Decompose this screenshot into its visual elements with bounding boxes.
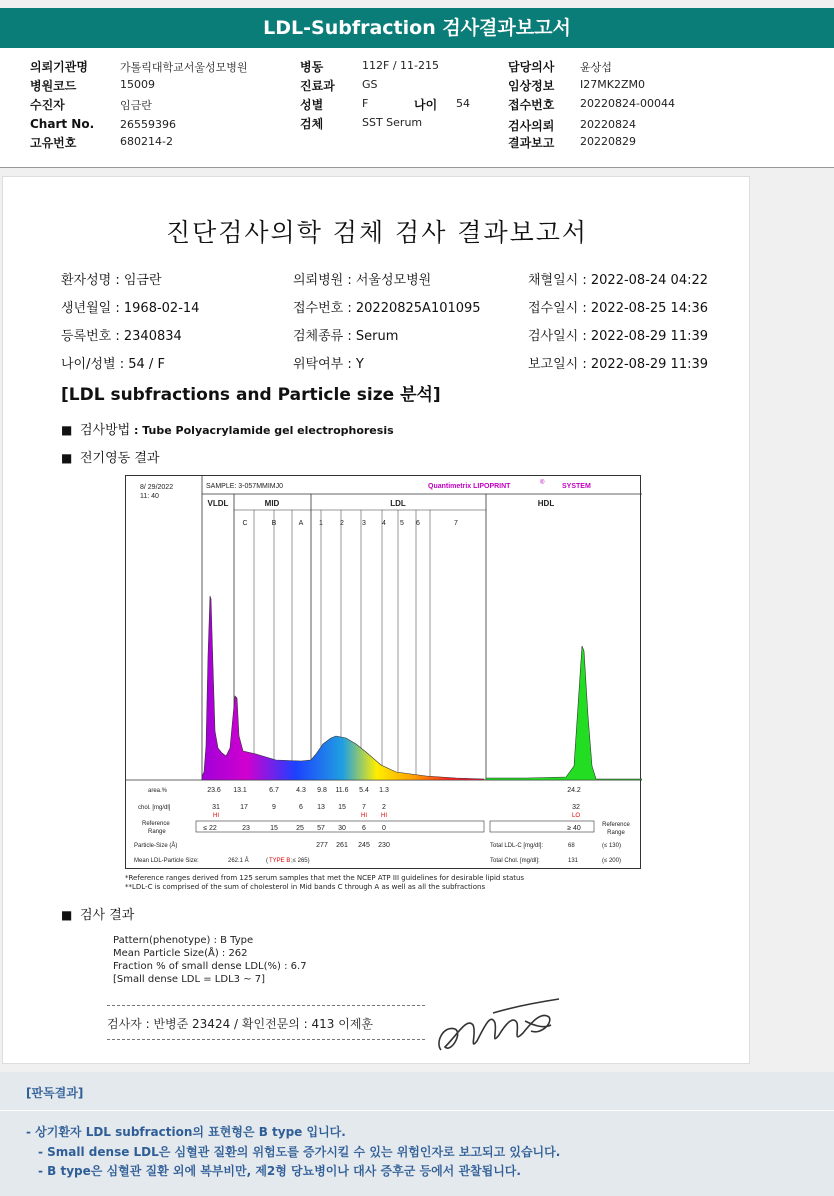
- field-label: 성별: [300, 98, 324, 112]
- chart-mean-ref: ;≤ 265): [291, 858, 310, 864]
- field-value: 20220829: [580, 135, 636, 148]
- chart-total-label: Total LDL-C [mg/dl]:: [490, 843, 544, 849]
- chart-area-value: 11.6: [335, 787, 349, 794]
- chart-area-value: 5.4: [359, 787, 369, 794]
- chart-area-value: 23.6: [207, 787, 221, 794]
- chart-area-value: 24.2: [567, 787, 581, 794]
- electro-line: ■ 전기영동 결과: [61, 451, 160, 466]
- result-item: [Small dense LDL = LDL3 ~ 7]: [113, 974, 266, 985]
- field-label: 접수번호: [508, 98, 555, 112]
- chart-brand-reg: ®: [540, 480, 545, 486]
- field-value: 임금란: [120, 99, 152, 112]
- chart-area-value: 4.3: [296, 787, 306, 794]
- handwritten-signature: [433, 995, 573, 1065]
- chart-band-label: 4: [382, 520, 386, 527]
- footnote: **LDL-C is comprised of the sum of cholesterol in Mid bands C through A as well as all the subfractions: [125, 883, 486, 891]
- chart-group-label: LDL: [390, 499, 406, 508]
- patient-info: 위탁여부 : Y: [293, 357, 364, 372]
- chart-ref-value: 57: [317, 825, 325, 832]
- field-value: 가톨릭대학교서울성모병원: [120, 61, 248, 74]
- chart-row-label: chol. [mg/dl]: [138, 805, 171, 811]
- result-label: 검사 결과: [79, 908, 135, 923]
- chart-brand: Quantimetrix LIPOPRINT: [428, 483, 511, 490]
- lipoprint-svg: [126, 476, 642, 870]
- footnote: *Reference ranges derived from 125 serum samples that met the NCEP ATP III guidelines for desirable lipid status: [125, 874, 525, 882]
- judgement-line: - B type은 심혈관 질환 외에 복부비만, 제2형 당뇨병이나 대사 증후군 등에서 관찰됩니다.: [38, 1164, 521, 1178]
- chart-ref-value: 6: [362, 825, 366, 832]
- field-label: 검체: [300, 117, 324, 131]
- chart-total-ref: (≤ 200): [602, 858, 621, 864]
- chart-ref-value: 23: [242, 825, 250, 832]
- judgement-title: [판독결과]: [26, 1086, 84, 1100]
- field-label: 담당의사: [508, 60, 555, 74]
- judgement-panel: [0, 1072, 834, 1196]
- signature-divider: [107, 1039, 425, 1040]
- field-label: 고유번호: [30, 136, 77, 150]
- page-title: LDL-Subfraction 검사결과보고서: [0, 8, 834, 48]
- field-label: 검사의뢰: [508, 119, 555, 133]
- chart-chol-value: 9: [272, 804, 276, 811]
- chart-group-label: VLDL: [207, 499, 229, 508]
- chart-area-value: 13.1: [233, 787, 247, 794]
- chart-sample: SAMPLE: 3-057MMIMJ0: [206, 483, 284, 490]
- field-label: 수진자: [30, 98, 65, 112]
- field-label: 임상정보: [508, 79, 555, 93]
- patient-info: 생년월일 : 1968-02-14: [61, 301, 200, 316]
- chart-row-label: Mean LDL-Particle Size:: [134, 858, 199, 864]
- chart-band-label: C: [242, 520, 248, 527]
- field-label: Chart No.: [30, 117, 95, 131]
- patient-info: 보고일시 : 2022-08-29 11:39: [528, 357, 709, 372]
- chart-band-label: 5: [400, 520, 404, 527]
- chart-flag: HI: [381, 813, 387, 819]
- chart-total-value: 68: [568, 843, 575, 849]
- chart-flag: HI: [361, 813, 367, 819]
- lipoprint-chart: [125, 475, 641, 869]
- signature-divider: [107, 1005, 425, 1006]
- chart-ref-value: ≥ 40: [567, 825, 581, 832]
- field-value: SST Serum: [362, 116, 423, 129]
- chart-chol-value: 6: [299, 804, 303, 811]
- patient-info: 등록번호 : 2340834: [61, 329, 182, 344]
- chart-particle-size: 230: [378, 842, 390, 849]
- chart-band-label: 1: [319, 520, 323, 527]
- result-item: Fraction % of small dense LDL(%) : 6.7: [113, 961, 307, 972]
- chart-row-label: Range: [607, 830, 625, 836]
- result-item: Mean Particle Size(Å) : 262: [113, 948, 248, 959]
- chart-band-label: 7: [454, 520, 458, 527]
- method-label: 검사방법: [79, 423, 131, 438]
- patient-info: 나이/성별 : 54 / F: [61, 357, 165, 372]
- signature-text: 검사자 : 반병준 23424 / 확인전문의 : 413 이제훈: [107, 1017, 374, 1031]
- chart-total-ref: (≤ 130): [602, 843, 621, 849]
- chart-mean-size: 262.1 Å: [228, 858, 249, 864]
- chart-mean-type: TYPE B: [269, 858, 291, 864]
- report-document: [2, 176, 750, 1064]
- method-line: ■ 검사방법 : Tube Polyacrylamide gel electrophoresis: [61, 423, 394, 438]
- section-title: [LDL subfractions and Particle size 분석]: [61, 385, 441, 405]
- field-value: 54: [456, 97, 470, 110]
- field-value: GS: [362, 78, 378, 91]
- chart-band-label: 3: [362, 520, 366, 527]
- chart-group-label: HDL: [537, 499, 555, 508]
- method-value: : Tube Polyacrylamide gel electrophoresis: [134, 424, 394, 437]
- field-value: 112F / 11-215: [362, 59, 439, 72]
- result-item: Pattern(phenotype) : B Type: [113, 935, 254, 946]
- judgement-divider: [0, 1110, 834, 1111]
- patient-info: 의뢰병원 : 서울성모병원: [293, 273, 432, 288]
- chart-hdl-trace: [486, 646, 642, 780]
- field-value: 680214-2: [120, 135, 173, 148]
- field-label: 나이: [414, 98, 438, 112]
- chart-date: 8/ 29/2022: [140, 484, 174, 491]
- chart-area-value: 1.3: [379, 787, 389, 794]
- chart-chol-value: 2: [382, 804, 386, 811]
- field-label: 병동: [300, 60, 324, 74]
- chart-row-label: area.%: [148, 788, 168, 794]
- chart-row-label: Reference: [602, 822, 630, 828]
- field-value: F: [362, 97, 369, 110]
- field-value: I27MK2ZM0: [580, 78, 645, 91]
- chart-row-label: Range: [148, 829, 166, 835]
- chart-flag: HI: [213, 813, 219, 819]
- chart-flag: LO: [571, 813, 581, 819]
- chart-band-label: B: [271, 520, 277, 527]
- chart-band-label: A: [298, 520, 304, 527]
- patient-info: 환자성명 : 임금란: [61, 273, 162, 288]
- chart-total-label: Total Chol. [mg/dl]:: [490, 858, 540, 864]
- chart-particle-size: 277: [316, 842, 328, 849]
- field-value: 26559396: [120, 118, 176, 131]
- field-label: 진료과: [300, 79, 335, 93]
- chart-area-value: 9.8: [317, 787, 327, 794]
- field-label: 결과보고: [508, 136, 555, 150]
- patient-header: [0, 48, 834, 168]
- patient-info: 검사일시 : 2022-08-29 11:39: [528, 329, 709, 344]
- patient-info: 검체종류 : Serum: [293, 329, 399, 344]
- field-value: 윤상섭: [580, 61, 612, 74]
- chart-chol-value: 31: [212, 804, 220, 811]
- chart-ref-value: ≤ 22: [203, 825, 217, 832]
- chart-ref-value: 25: [296, 825, 304, 832]
- judgement-line: - Small dense LDL은 심혈관 질환의 위험도를 증가시킬 수 있는 위험인자로 보고되고 있습니다.: [38, 1145, 561, 1159]
- patient-info: 채혈일시 : 2022-08-24 04:22: [528, 273, 709, 288]
- chart-particle-size: 261: [336, 842, 348, 849]
- field-label: 의뢰기관명: [30, 60, 88, 74]
- chart-ref-value: 15: [270, 825, 278, 832]
- field-value: 20220824-00044: [580, 97, 675, 110]
- chart-particle-size: 245: [358, 842, 370, 849]
- chart-chol-value: 32: [572, 804, 580, 811]
- chart-ref-value: 0: [382, 825, 386, 832]
- chart-row-label: Particle-Size (Å): [134, 843, 178, 849]
- chart-row-label: Reference: [142, 821, 170, 827]
- chart-chol-value: 13: [317, 804, 325, 811]
- field-value: 15009: [120, 78, 155, 91]
- patient-info: 접수번호 : 20220825A101095: [293, 301, 481, 316]
- chart-band-label: 2: [340, 520, 344, 527]
- chart-chol-value: 15: [338, 804, 346, 811]
- chart-area-value: 6.7: [269, 787, 279, 794]
- judgement-line: - 상기환자 LDL subfraction의 표현형은 B type 입니다.: [26, 1125, 346, 1139]
- chart-band-label: 6: [416, 520, 420, 527]
- field-label: 병원코드: [30, 79, 77, 93]
- chart-ldl-trace: [202, 596, 484, 780]
- chart-chol-value: 7: [362, 804, 366, 811]
- chart-time: 11: 40: [140, 493, 159, 500]
- result-line: ■ 검사 결과: [61, 908, 135, 923]
- chart-group-label: MID: [264, 499, 280, 508]
- chart-mean-paren: (: [266, 858, 268, 864]
- chart-ref-value: 30: [338, 825, 346, 832]
- chart-chol-value: 17: [240, 804, 248, 811]
- electro-label: 전기영동 결과: [79, 451, 160, 466]
- chart-total-value: 131: [568, 858, 579, 864]
- patient-info: 접수일시 : 2022-08-25 14:36: [528, 301, 709, 316]
- chart-brand-suffix: SYSTEM: [562, 483, 591, 490]
- field-value: 20220824: [580, 118, 636, 131]
- report-title: 진단검사의학 검체 검사 결과보고서: [165, 218, 589, 247]
